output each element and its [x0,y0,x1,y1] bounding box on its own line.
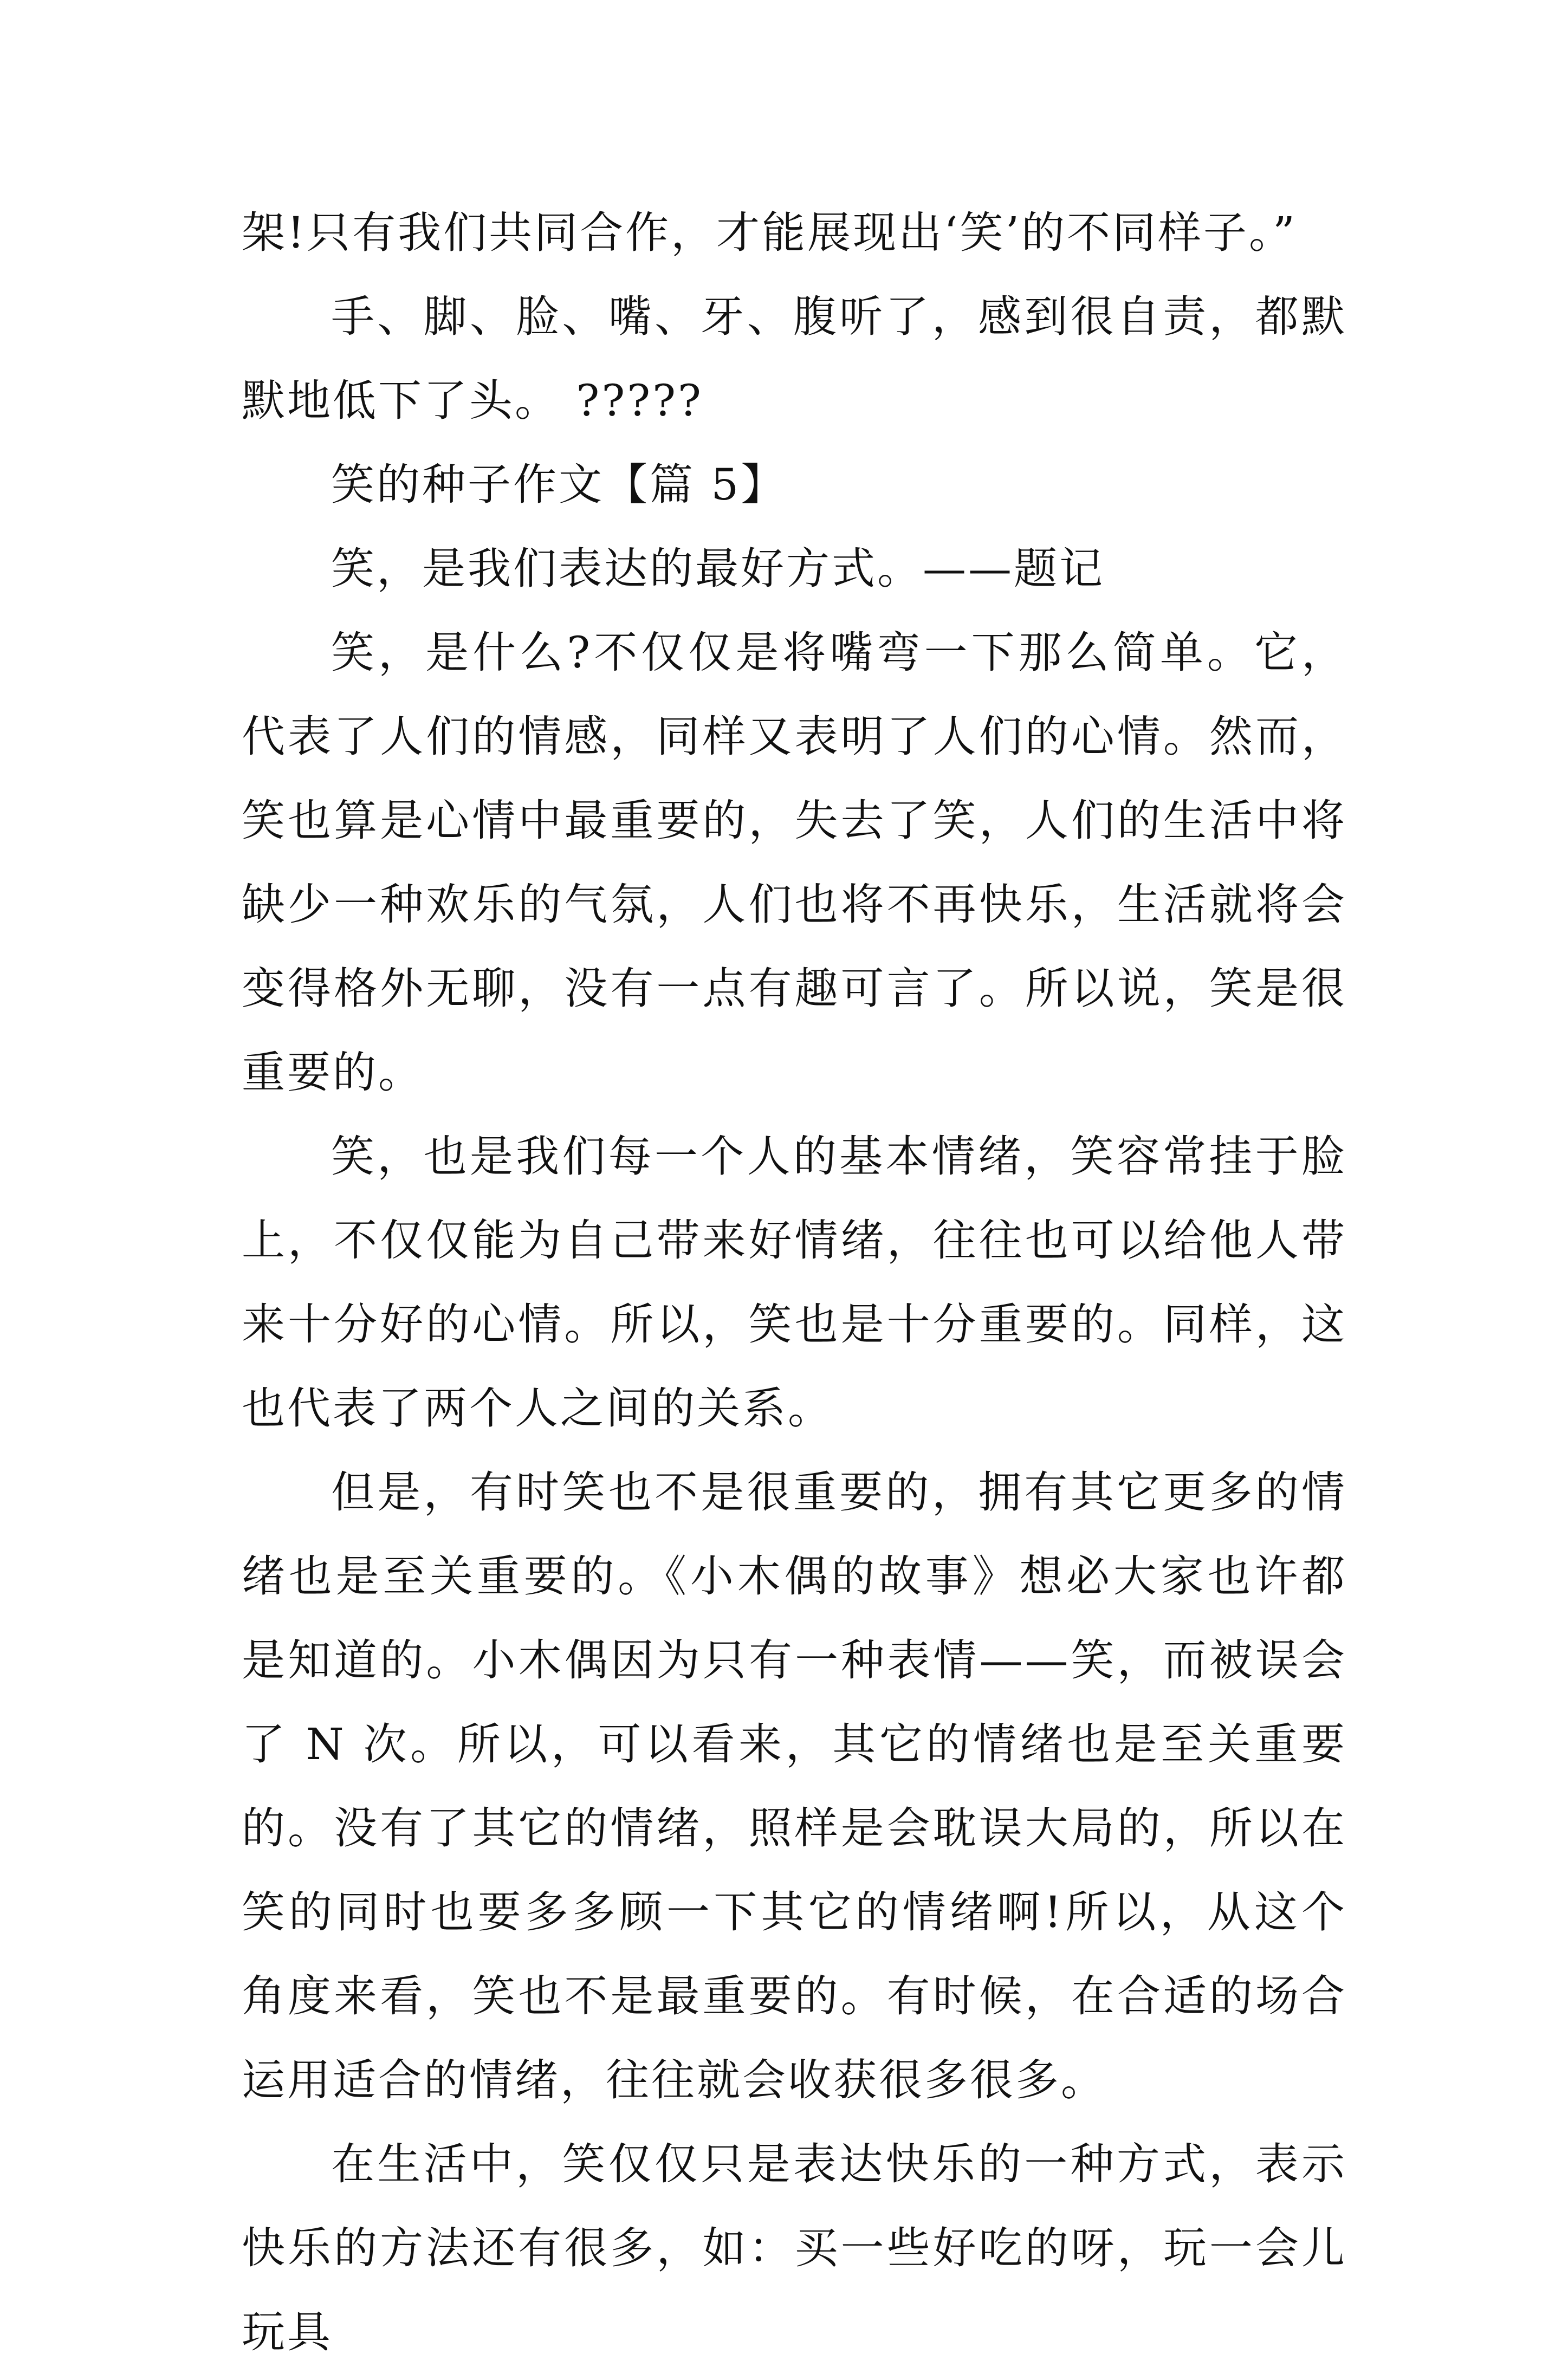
paragraph: 但是，有时笑也不是很重要的，拥有其它更多的情绪也是至关重要的。《小木偶的故事》想必大家也许都是知道的。小木偶因为只有一种表情——笑，而被误会了 N 次。所以，可以看来，其它的情绪也是至关重要的。没有了其它的情绪，照样是会耽误大局的，所以在笑的同时也要多多顾一下其它的情绪啊!所以，从这个角度来看，笑也不是最重要的。有时候，在合适的场合运用适合的情绪，往往就会收获很多很多。 [242,1467,1347,2105]
paragraph: 在生活中，笑仅仅只是表达快乐的一种方式，表示快乐的方法还有很多，如：买一些好吃的呀，玩一会儿玩具 [242,2139,1347,2357]
paragraph: 笑，也是我们每一个人的基本情绪，笑容常挂于脸上，不仅仅能为自己带来好情绪，往往也可以给他人带来十分好的心情。所以，笑也是十分重要的。同样，这也代表了两个人之间的关系。 [242,1131,1347,1434]
epigraph: 笑，是我们表达的最好方式。——题记 [331,543,1105,594]
paragraph: 笑，是什么?不仅仅是将嘴弯一下那么简单。它，代表了人们的情感，同样又表明了人们的心情。然而，笑也算是心情中最重要的，失去了笑，人们的生活中将缺少一种欢乐的气氛，人们也将不再快乐，生活就将会变得格外无聊，没有一点有趣可言了。所以说，笑是很重要的。 [242,627,1347,1098]
body-text [242,191,1347,2374]
paragraph-continuation: 架!只有我们共同合作，才能展现出‘笑’的不同样子。” [242,207,1297,258]
paragraph: 手、脚、脸、嘴、牙、腹听了，感到很自责，都默默地低下了头。 ????? [242,291,1347,426]
section-heading: 笑的种子作文【篇 5】 [331,459,787,510]
